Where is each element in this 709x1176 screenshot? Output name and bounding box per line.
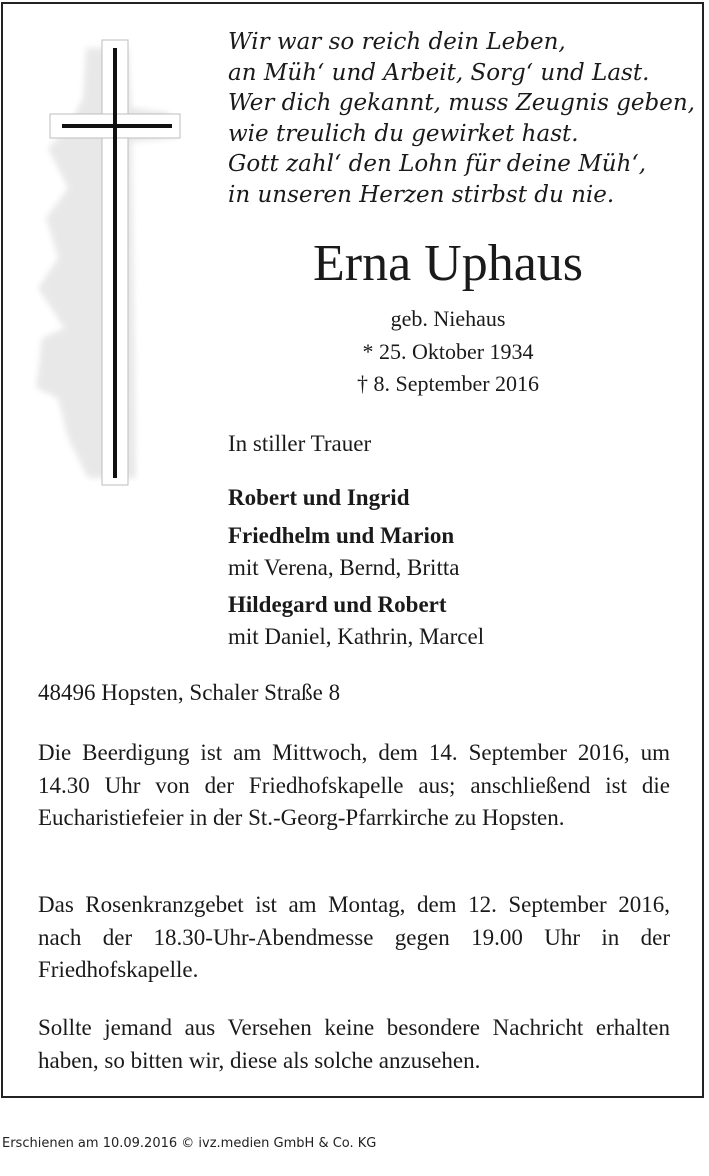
deceased-name: Erna Uphaus [312,235,584,292]
rosary-info: Das Rosenkranzgebet ist am Montag, dem 12. September 2016, nach der 18.30-Uhr-Abendmesse gegen 19.00 Uhr in der Friedhofskapelle. [38,892,670,982]
mourners-list [228,481,484,652]
mourner-names: Friedhelm und Marion [228,523,455,548]
maiden-name: geb. Niehaus [390,306,506,331]
mourner-children: mit Daniel, Kathrin, Marcel [228,624,485,649]
publication-footer: Erschienen am 10.09.2016 © ivz.medien GmbH & Co. KG [2,1136,377,1151]
birth-date: * 25. Oktober 1934 [362,338,534,364]
mourning-intro: In stiller Trauer [228,431,372,456]
mourner-children: mit Verena, Bernd, Britta [228,555,460,580]
mourner-names: Robert und Ingrid [228,485,410,510]
poem-line: Wir war so reich dein Leben, [228,29,566,55]
poem-line: wie treulich du gewirket hast. [228,120,579,147]
poem-line: in unseren Herzen stirbst du nie. [228,181,615,208]
poem-line: an Müh‘ und Arbeit, Sorg‘ und Last. [228,59,650,86]
life-dates [228,303,668,401]
funeral-info: Die Beerdigung ist am Mittwoch, dem 14. September 2016, um 14.30 Uhr von der Friedhofskapelle aus; anschließend ist die Eucharistiefeier in der St.-Georg-Pfarrkirche zu Hopsten. [38,740,670,830]
poem [228,27,698,210]
address: 48496 Hopsten, Schaler Straße 8 [38,680,341,705]
notice-info: Sollte jemand aus Versehen keine besondere Nachricht erhalten haben, so bitten wir, diese als solche anzusehen. [38,1015,670,1073]
poem-line: Wer dich gekannt, muss Zeugnis geben, [228,90,695,116]
death-date: † 8. September 2016 [356,371,540,396]
poem-line: Gott zahl‘ den Lohn für deine Müh‘, [228,151,647,177]
mourner-names: Hildegard und Robert [228,592,447,617]
cross-icon [28,38,208,488]
